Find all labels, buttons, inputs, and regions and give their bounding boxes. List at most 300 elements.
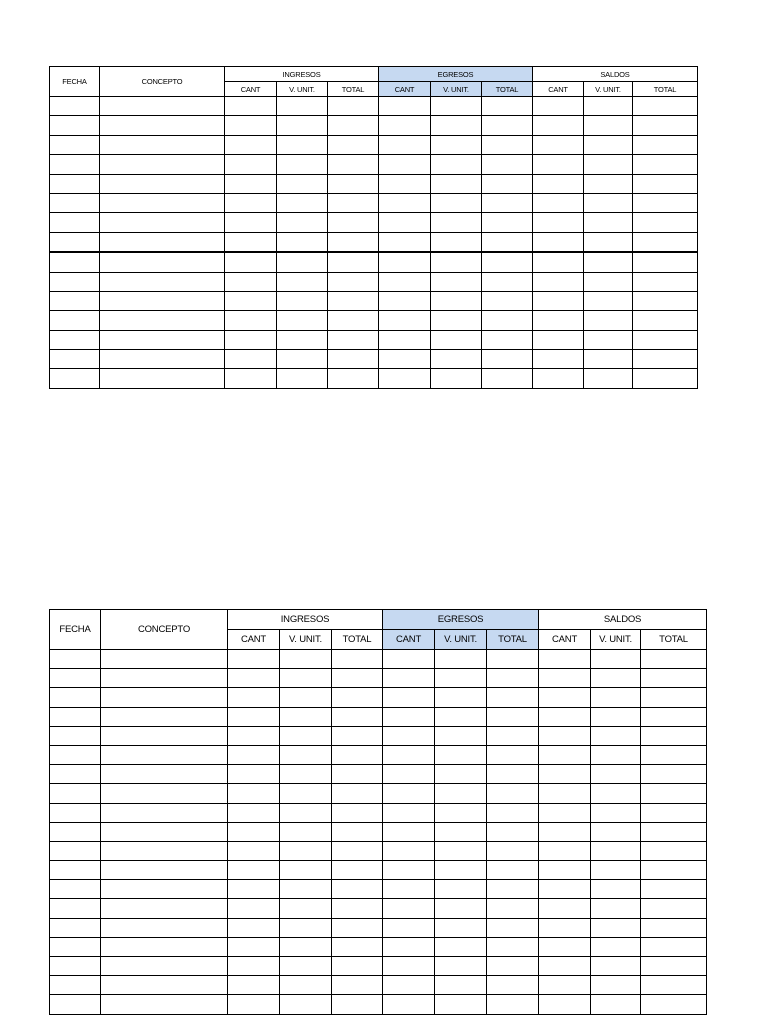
table-cell [50, 803, 101, 822]
table-cell [332, 861, 383, 880]
table-cell [328, 135, 379, 154]
table-cell [228, 822, 280, 841]
table-cell [431, 193, 482, 212]
table-cell [328, 213, 379, 232]
table-cell [332, 784, 383, 803]
table-cell [277, 252, 328, 272]
table-row [50, 213, 698, 232]
table-row [50, 311, 698, 330]
table-cell [50, 252, 100, 272]
table-cell [328, 350, 379, 369]
table-row [50, 252, 698, 272]
table-cell [431, 155, 482, 174]
table-cell [50, 291, 100, 310]
table-cell [379, 97, 431, 116]
table-cell [101, 841, 228, 860]
table-cell [100, 369, 225, 388]
table-cell [50, 707, 101, 726]
table-row [50, 995, 707, 1014]
table-cell [435, 784, 487, 803]
table-cell [50, 765, 101, 784]
subheader-ingresos-total: TOTAL [328, 82, 379, 97]
table-cell [383, 841, 435, 860]
table-cell [641, 957, 707, 976]
table-row [50, 745, 707, 764]
table-cell [431, 291, 482, 310]
subheader-egresos-cant: CANT [383, 630, 435, 650]
table-cell [225, 232, 277, 252]
table-cell [431, 213, 482, 232]
table-cell [584, 213, 633, 232]
table-cell [482, 369, 533, 388]
table-cell [332, 726, 383, 745]
table-cell [228, 784, 280, 803]
table-cell [328, 116, 379, 135]
table-cell [332, 937, 383, 956]
table-cell [328, 272, 379, 291]
table-cell [225, 272, 277, 291]
table-cell [277, 213, 328, 232]
table-cell [435, 918, 487, 937]
table-cell [482, 330, 533, 349]
table-cell [539, 841, 591, 860]
table-cell [280, 707, 332, 726]
table-row [50, 193, 698, 212]
table-cell [100, 232, 225, 252]
table-cell [383, 726, 435, 745]
table-cell [533, 174, 584, 193]
table-cell [533, 311, 584, 330]
table-cell [332, 841, 383, 860]
table-cell [228, 745, 280, 764]
table-cell [482, 155, 533, 174]
header-ingresos: INGRESOS [225, 67, 379, 82]
table-cell [328, 369, 379, 388]
table-cell [383, 688, 435, 707]
table-cell [633, 311, 698, 330]
table-cell [487, 957, 539, 976]
table-cell [482, 135, 533, 154]
table-row [50, 861, 707, 880]
table-cell [591, 745, 641, 764]
table-row [50, 330, 698, 349]
table-cell [50, 369, 100, 388]
table-cell [100, 135, 225, 154]
subheader-saldos-total: TOTAL [641, 630, 707, 650]
table-cell [50, 822, 101, 841]
table-cell [584, 193, 633, 212]
table-cell [225, 369, 277, 388]
table-cell [533, 155, 584, 174]
table-cell [100, 174, 225, 193]
table-cell [228, 899, 280, 918]
table-cell [228, 726, 280, 745]
table-cell [379, 135, 431, 154]
subheader-egresos-total: TOTAL [487, 630, 539, 650]
table-cell [435, 899, 487, 918]
subheader-saldos-cant: CANT [539, 630, 591, 650]
table-cell [435, 726, 487, 745]
table-cell [584, 350, 633, 369]
header-egresos: EGRESOS [379, 67, 533, 82]
table-cell [641, 995, 707, 1014]
table-cell [633, 135, 698, 154]
table-cell [379, 272, 431, 291]
table-cell [277, 155, 328, 174]
table-cell [228, 995, 280, 1014]
table-cell [641, 880, 707, 899]
table-cell [277, 291, 328, 310]
table-cell [100, 155, 225, 174]
table-row [50, 155, 698, 174]
table-cell [50, 669, 101, 688]
table-cell [482, 174, 533, 193]
table-cell [383, 650, 435, 669]
table-cell [584, 272, 633, 291]
table-cell [50, 97, 100, 116]
table-cell [100, 291, 225, 310]
table-cell [633, 252, 698, 272]
table-cell [435, 937, 487, 956]
table-cell [633, 272, 698, 291]
table-cell [379, 291, 431, 310]
table-cell [225, 291, 277, 310]
table-cell [332, 880, 383, 899]
table-cell [50, 784, 101, 803]
table-cell [225, 174, 277, 193]
table-cell [50, 918, 101, 937]
kardex-table-1 [49, 66, 698, 389]
table-cell [328, 174, 379, 193]
table-cell [50, 726, 101, 745]
table-row [50, 350, 698, 369]
table-cell [225, 252, 277, 272]
table-cell [277, 311, 328, 330]
table-cell [383, 957, 435, 976]
table-cell [101, 669, 228, 688]
table-cell [533, 135, 584, 154]
table-row [50, 803, 707, 822]
table-cell [100, 97, 225, 116]
table-cell [482, 252, 533, 272]
table-cell [332, 707, 383, 726]
table-cell [280, 899, 332, 918]
table-row [50, 135, 698, 154]
table-cell [225, 135, 277, 154]
subheader-egresos-total: TOTAL [482, 82, 533, 97]
table-cell [280, 803, 332, 822]
table-cell [280, 880, 332, 899]
kardex-table-2 [49, 609, 707, 1015]
table-cell [584, 330, 633, 349]
table-cell [101, 918, 228, 937]
table-cell [332, 957, 383, 976]
table-cell [280, 688, 332, 707]
table-row [50, 116, 698, 135]
table-cell [50, 861, 101, 880]
table-cell [584, 97, 633, 116]
table-cell [280, 861, 332, 880]
table-cell [431, 330, 482, 349]
table-cell [225, 330, 277, 349]
table-cell [228, 803, 280, 822]
table-cell [487, 688, 539, 707]
table-cell [641, 899, 707, 918]
table-cell [100, 213, 225, 232]
table-cell [591, 841, 641, 860]
table-cell [482, 116, 533, 135]
table-cell [228, 688, 280, 707]
table-cell [633, 291, 698, 310]
table-cell [633, 116, 698, 135]
subheader-ingresos-total: TOTAL [332, 630, 383, 650]
table-cell [50, 745, 101, 764]
table-cell [533, 272, 584, 291]
table-cell [591, 861, 641, 880]
table-cell [539, 957, 591, 976]
subheader-saldos-v-unit: V. UNIT. [584, 82, 633, 97]
table-cell [482, 350, 533, 369]
table-cell [435, 745, 487, 764]
table-cell [533, 213, 584, 232]
table-cell [101, 976, 228, 995]
table-cell [383, 880, 435, 899]
table-cell [431, 350, 482, 369]
table-cell [332, 822, 383, 841]
table-row [50, 765, 707, 784]
table-cell [539, 918, 591, 937]
table-row [50, 650, 707, 669]
table-cell [225, 193, 277, 212]
table-row [50, 688, 707, 707]
table-cell [584, 155, 633, 174]
table-cell [101, 957, 228, 976]
table-cell [633, 330, 698, 349]
table-cell [101, 650, 228, 669]
table-cell [332, 669, 383, 688]
table-cell [50, 995, 101, 1014]
table-cell [431, 232, 482, 252]
table-cell [633, 97, 698, 116]
table-cell [435, 976, 487, 995]
table-cell [280, 976, 332, 995]
table-cell [50, 272, 100, 291]
table-row [50, 174, 698, 193]
table-cell [431, 135, 482, 154]
table-cell [332, 976, 383, 995]
table-cell [487, 918, 539, 937]
table-row [50, 726, 707, 745]
table-cell [487, 880, 539, 899]
table-cell [280, 650, 332, 669]
table-cell [633, 174, 698, 193]
table-cell [431, 369, 482, 388]
table-cell [328, 97, 379, 116]
header-egresos: EGRESOS [383, 610, 539, 630]
table-cell [584, 311, 633, 330]
table-cell [591, 976, 641, 995]
table-cell [225, 311, 277, 330]
table-cell [383, 669, 435, 688]
table-cell [641, 841, 707, 860]
table-cell [328, 252, 379, 272]
table-cell [101, 726, 228, 745]
table-cell [482, 97, 533, 116]
table-cell [50, 650, 101, 669]
header-fecha: FECHA [50, 610, 101, 650]
table-cell [431, 272, 482, 291]
table-cell [379, 213, 431, 232]
table-cell [482, 213, 533, 232]
table-cell [228, 918, 280, 937]
table-cell [277, 97, 328, 116]
table-cell [228, 957, 280, 976]
table-cell [228, 765, 280, 784]
table-cell [641, 937, 707, 956]
table-cell [487, 726, 539, 745]
table-cell [533, 116, 584, 135]
table-cell [591, 918, 641, 937]
table-cell [100, 330, 225, 349]
table-cell [487, 995, 539, 1014]
table-cell [332, 688, 383, 707]
table-row [50, 937, 707, 956]
table-cell [482, 272, 533, 291]
table-cell [641, 976, 707, 995]
table-cell [539, 861, 591, 880]
table-cell [277, 369, 328, 388]
table-cell [383, 707, 435, 726]
table-cell [591, 957, 641, 976]
table-cell [533, 232, 584, 252]
table-cell [487, 650, 539, 669]
table-cell [225, 155, 277, 174]
table-cell [50, 232, 100, 252]
table-cell [435, 650, 487, 669]
table-cell [383, 918, 435, 937]
table-cell [228, 861, 280, 880]
table-cell [533, 193, 584, 212]
table-cell [50, 899, 101, 918]
table-cell [487, 803, 539, 822]
table-cell [482, 193, 533, 212]
table-cell [50, 688, 101, 707]
table-cell [641, 918, 707, 937]
table-cell [101, 784, 228, 803]
table-cell [280, 765, 332, 784]
table-cell [379, 116, 431, 135]
table-cell [101, 899, 228, 918]
table-cell [633, 232, 698, 252]
table-cell [591, 803, 641, 822]
table-cell [584, 369, 633, 388]
table-cell [487, 784, 539, 803]
table-cell [100, 350, 225, 369]
table-cell [277, 174, 328, 193]
table-cell [277, 193, 328, 212]
table-cell [435, 822, 487, 841]
table-cell [280, 784, 332, 803]
table-cell [431, 116, 482, 135]
table-cell [383, 803, 435, 822]
table-cell [641, 861, 707, 880]
table-cell [591, 995, 641, 1014]
table-cell [50, 155, 100, 174]
table-cell [487, 937, 539, 956]
table-cell [228, 976, 280, 995]
table-cell [482, 311, 533, 330]
table-cell [228, 650, 280, 669]
table-cell [101, 861, 228, 880]
table-cell [100, 311, 225, 330]
table-cell [539, 880, 591, 899]
table-cell [431, 252, 482, 272]
table-cell [383, 745, 435, 764]
table-cell [533, 369, 584, 388]
table-cell [50, 937, 101, 956]
table-cell [539, 803, 591, 822]
table-cell [584, 252, 633, 272]
table-cell [633, 193, 698, 212]
table-cell [591, 726, 641, 745]
table-cell [584, 174, 633, 193]
table-cell [328, 232, 379, 252]
table-cell [435, 688, 487, 707]
table-cell [633, 350, 698, 369]
header-concepto: CONCEPTO [100, 67, 225, 97]
table-row [50, 272, 698, 291]
table-cell [584, 232, 633, 252]
table-cell [379, 232, 431, 252]
table-cell [641, 707, 707, 726]
table-cell [435, 803, 487, 822]
table-cell [633, 213, 698, 232]
table-cell [379, 252, 431, 272]
table-cell [383, 861, 435, 880]
table-cell [225, 97, 277, 116]
subheader-ingresos-v-unit: V. UNIT. [280, 630, 332, 650]
table-cell [50, 174, 100, 193]
table-cell [487, 822, 539, 841]
table-cell [101, 803, 228, 822]
table-cell [50, 311, 100, 330]
table-cell [277, 116, 328, 135]
table-cell [50, 880, 101, 899]
table-cell [277, 232, 328, 252]
table-cell [101, 937, 228, 956]
table-cell [383, 765, 435, 784]
table-cell [591, 880, 641, 899]
table-cell [591, 784, 641, 803]
table-cell [487, 765, 539, 784]
table-cell [277, 135, 328, 154]
table-cell [539, 688, 591, 707]
table-cell [225, 350, 277, 369]
table-cell [533, 252, 584, 272]
table-cell [435, 861, 487, 880]
table-cell [435, 669, 487, 688]
table-cell [332, 650, 383, 669]
table-cell [101, 688, 228, 707]
table-cell [431, 97, 482, 116]
table-cell [435, 765, 487, 784]
table-cell [101, 995, 228, 1014]
table-cell [280, 918, 332, 937]
table-row [50, 880, 707, 899]
table-cell [435, 707, 487, 726]
table-cell [482, 232, 533, 252]
table-cell [328, 330, 379, 349]
